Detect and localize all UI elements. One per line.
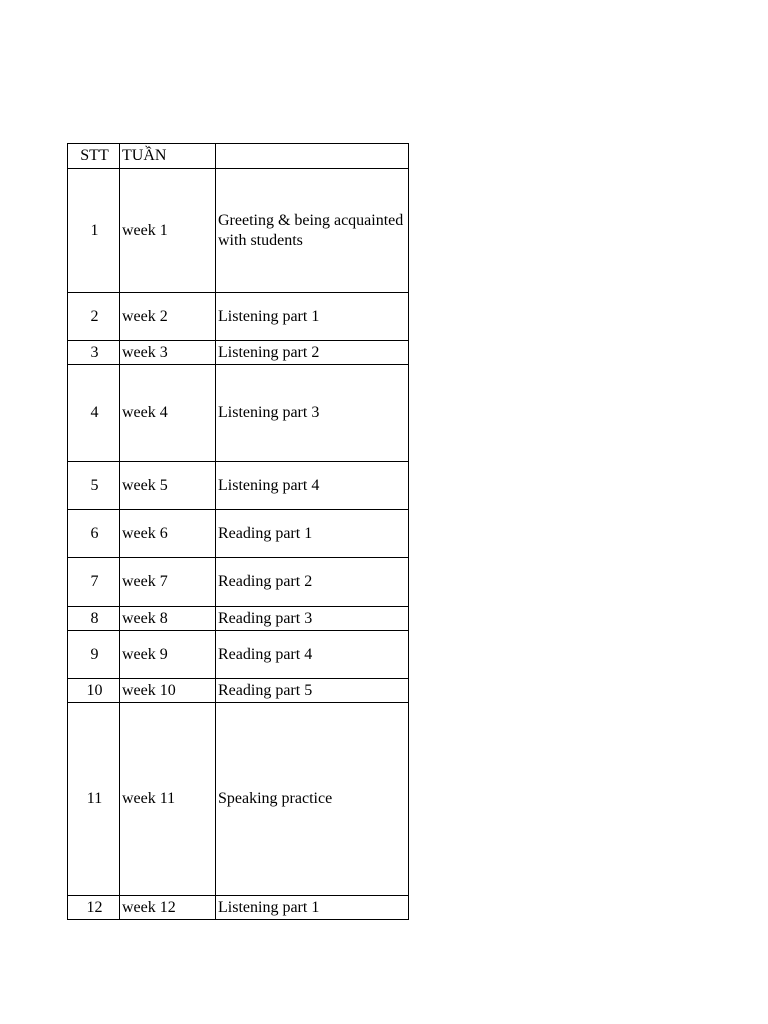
row-week: week 2	[120, 293, 216, 341]
table-row	[68, 510, 409, 558]
row-topic: Reading part 3	[216, 607, 409, 631]
row-week: week 1	[120, 169, 216, 293]
table-header-row	[68, 144, 409, 169]
row-week: week 9	[120, 631, 216, 679]
row-week: week 3	[120, 341, 216, 365]
row-stt: 2	[68, 293, 120, 341]
row-week: week 5	[120, 462, 216, 510]
row-stt: 8	[68, 607, 120, 631]
row-stt: 5	[68, 462, 120, 510]
row-week: week 7	[120, 558, 216, 607]
row-week: week 4	[120, 365, 216, 462]
row-stt: 9	[68, 631, 120, 679]
table-row	[68, 679, 409, 703]
row-stt: 1	[68, 169, 120, 293]
schedule-table	[67, 143, 409, 920]
table-row	[68, 703, 409, 896]
row-topic: Greeting & being acquainted with students	[216, 169, 409, 293]
row-stt: 6	[68, 510, 120, 558]
row-week: week 8	[120, 607, 216, 631]
row-topic: Listening part 4	[216, 462, 409, 510]
row-week: week 10	[120, 679, 216, 703]
table-row	[68, 607, 409, 631]
row-topic: Listening part 1	[216, 896, 409, 920]
row-topic: Reading part 4	[216, 631, 409, 679]
row-topic: Reading part 1	[216, 510, 409, 558]
row-week: week 6	[120, 510, 216, 558]
table-row	[68, 896, 409, 920]
table-row	[68, 365, 409, 462]
row-topic: Reading part 5	[216, 679, 409, 703]
row-week: week 11	[120, 703, 216, 896]
table-row	[68, 169, 409, 293]
row-week: week 12	[120, 896, 216, 920]
header-week: TUẦN	[120, 144, 216, 169]
table-row	[68, 558, 409, 607]
table-row	[68, 462, 409, 510]
header-stt: STT	[68, 144, 120, 169]
row-stt: 7	[68, 558, 120, 607]
row-stt: 3	[68, 341, 120, 365]
row-stt: 4	[68, 365, 120, 462]
row-topic: Listening part 2	[216, 341, 409, 365]
row-topic: Speaking practice	[216, 703, 409, 896]
row-topic: Listening part 3	[216, 365, 409, 462]
row-topic: Listening part 1	[216, 293, 409, 341]
table-row	[68, 293, 409, 341]
table-row	[68, 341, 409, 365]
header-topic	[216, 144, 409, 169]
row-topic: Reading part 2	[216, 558, 409, 607]
row-stt: 11	[68, 703, 120, 896]
row-stt: 12	[68, 896, 120, 920]
row-stt: 10	[68, 679, 120, 703]
table-row	[68, 631, 409, 679]
